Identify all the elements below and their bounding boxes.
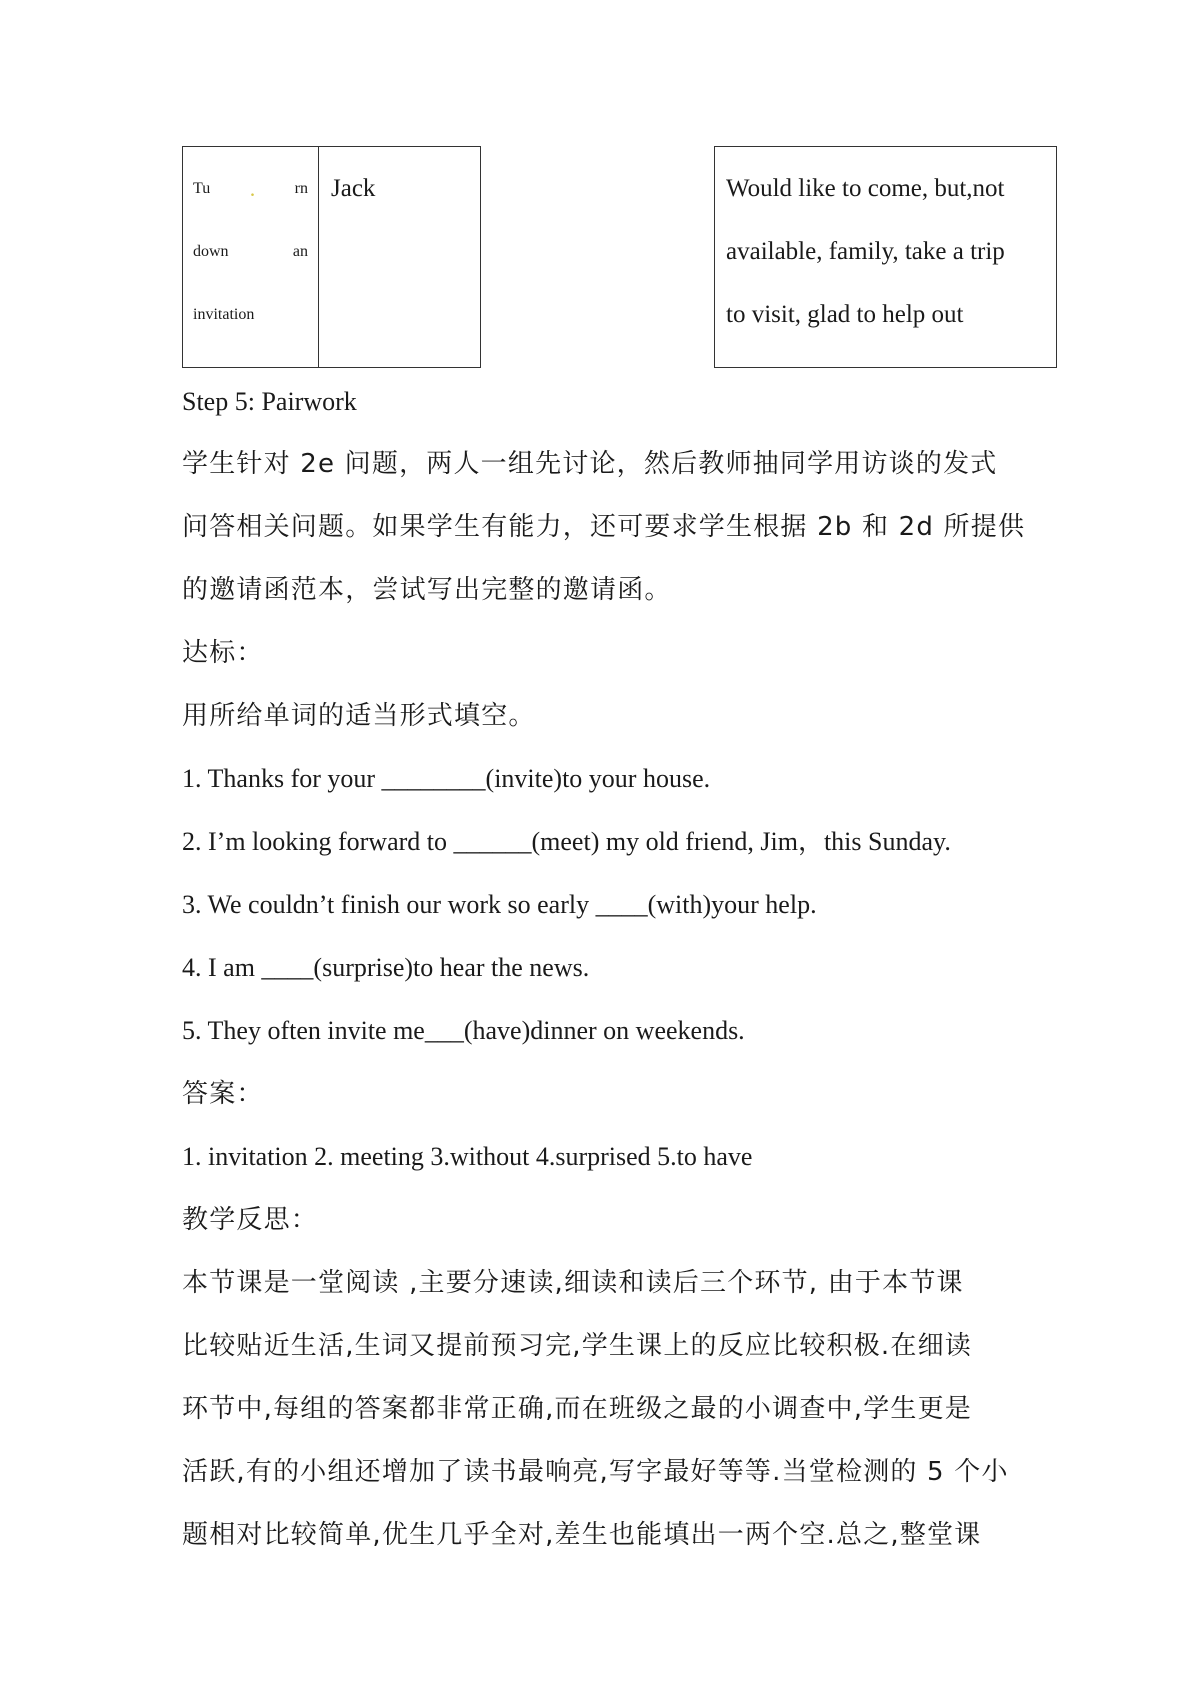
dabiao-title: 达标： xyxy=(182,638,264,668)
question-4: 4. I am ____(surprise)to hear the news. xyxy=(182,953,590,982)
question-3: 3. We couldn’t finish our work so early ____(with)your help. xyxy=(182,890,817,919)
table-right-cell: Would like to come, but,not available, family, take a trip to visit, glad to help out xyxy=(714,146,1057,368)
step5-line-3: 的邀请函范本，尝试写出完整的邀请函。 xyxy=(182,575,672,605)
reflection-title: 教学反思： xyxy=(182,1205,319,1235)
reflection-line-5: 题相对比较简单,优生几乎全对,差生也能填出一两个空.总之,整堂课 xyxy=(182,1520,982,1550)
table-left xyxy=(182,146,481,368)
table-cell-task xyxy=(183,147,319,367)
answer-title: 答案： xyxy=(182,1079,264,1109)
cell-line-2: down an xyxy=(193,243,308,260)
answers: 1. invitation 2. meeting 3.without 4.surprised 5.to have xyxy=(182,1142,753,1171)
reflection-line-2: 比较贴近生活,生词又提前预习完,学生课上的反应比较积极.在细读 xyxy=(182,1331,972,1361)
step5-line-1: 学生针对 2e 问题，两人一组先讨论，然后教师抽同学用访谈的发式 xyxy=(182,449,998,479)
question-5: 5. They often invite me___(have)dinner on weekends. xyxy=(182,1016,745,1045)
cell-line-1: Tu . rn xyxy=(193,157,308,220)
text-mark: . xyxy=(249,176,256,201)
step5-title: Step 5: Pairwork xyxy=(182,387,357,416)
cell-line-3: invitation xyxy=(193,306,255,323)
question-2: 2. I’m looking forward to ______(meet) my old friend, Jim，this Sunday. xyxy=(182,827,951,856)
reflection-line-4: 活跃,有的小组还增加了读书最响亮,写字最好等等.当堂检测的 5 个小 xyxy=(182,1457,1009,1487)
step5-line-2: 问答相关问题。如果学生有能力，还可要求学生根据 2b 和 2d 所提供 xyxy=(182,512,1026,542)
table-cell-name: Jack xyxy=(331,175,376,202)
instruction: 用所给单词的适当形式填空。 xyxy=(182,701,536,731)
reflection-line-3: 环节中,每组的答案都非常正确,而在班级之最的小调查中,学生更是 xyxy=(182,1394,972,1424)
question-1: 1. Thanks for your ________(invite)to your house. xyxy=(182,764,711,793)
reflection-line-1: 本节课是一堂阅读 ,主要分速读,细读和读后三个环节, 由于本节课 xyxy=(182,1268,964,1298)
